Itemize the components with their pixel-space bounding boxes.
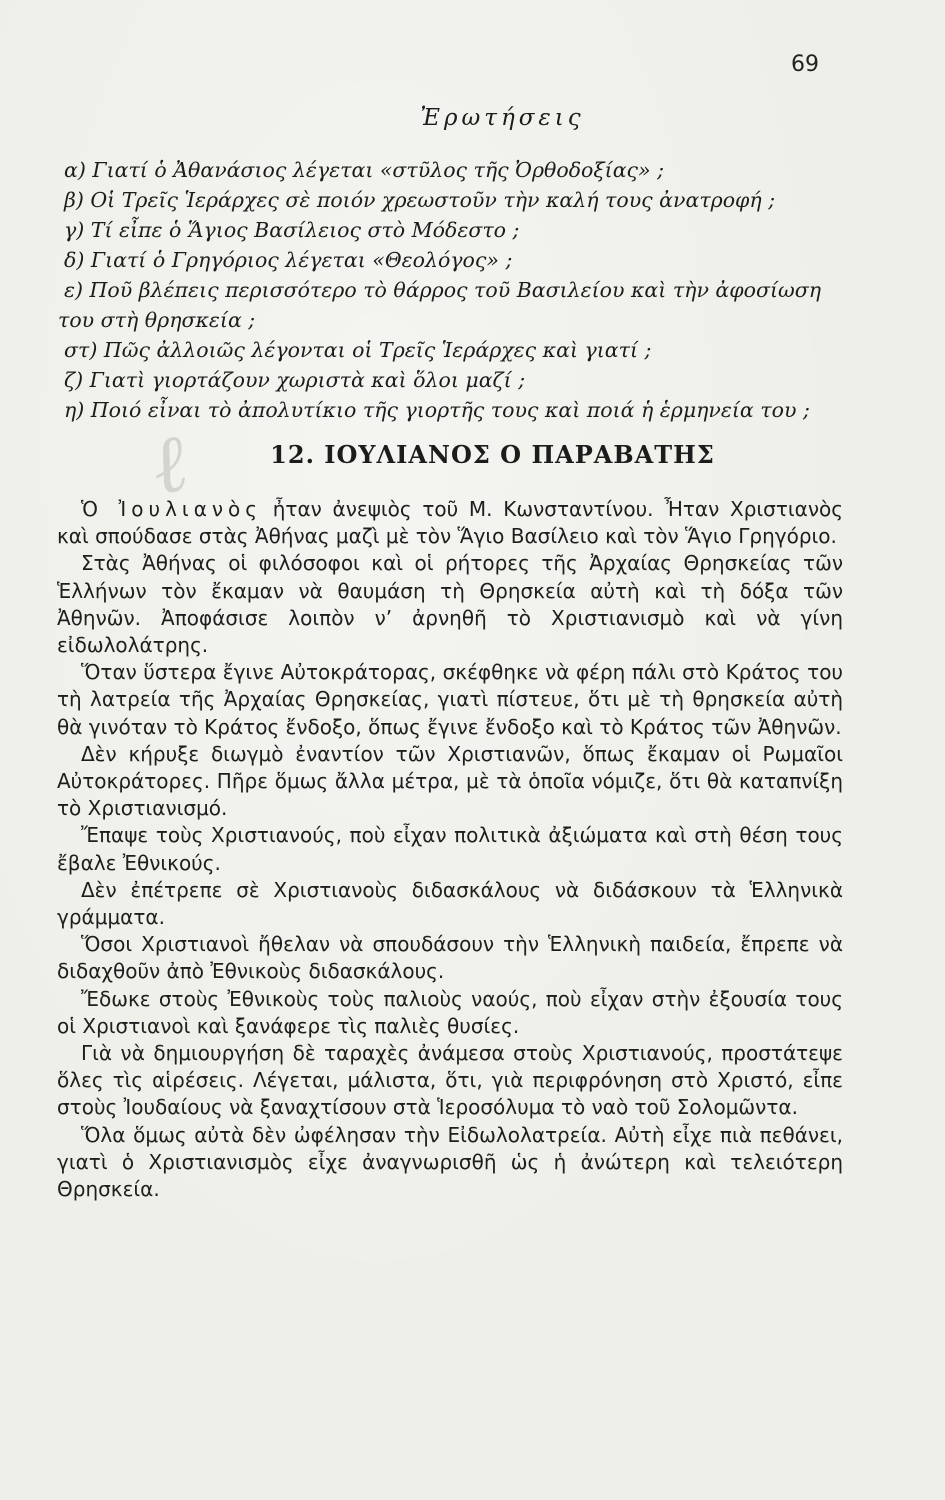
paragraph: Ἔπαψε τοὺς Χριστιανούς, ποὺ εἶχαν πολιτικὰ ἀξιώματα καὶ στὴ θέση τους ἔβαλε Ἐθνικούς.	[57, 823, 843, 875]
question-item: δ) Γιατί ὁ Γρηγόριος λέγεται «Θεολόγος» ;	[64, 248, 513, 272]
faded-stamp-mark: ℓ	[142, 415, 195, 514]
question-item: ε) Ποῦ βλέπεις περισσότερο τὸ θάρρος τοῦ Βασιλείου καὶ τὴν ἀφοσίωση του στὴ θρησκεία ;	[58, 278, 821, 332]
question-item: στ) Πῶς ἀλλοιῶς λέγονται οἱ Τρεῖς Ἱεράρχες καὶ γιατί ;	[64, 338, 652, 362]
questions-list	[58, 155, 848, 425]
question-item: η) Ποιό εἶναι τὸ ἀπολυτίκιο τῆς γιορτῆς τους καὶ ποιά ἡ ἑρμηνεία του ;	[64, 398, 810, 422]
chapter-title: 12. ΙΟΥΛΙΑΝΟΣ Ο ΠΑΡΑΒΑΤΗΣ	[270, 440, 715, 469]
paragraph: Ὅλα ὅμως αὐτὰ δὲν ὠφέλησαν τὴν Εἰδωλολατρεία. Αὐτὴ εἶχε πιὰ πεθάνει, γιατὶ ὁ Χριστιανισμὸς εἶχε ἀναγνωρισθῆ ὡς ἡ ἀνώτερη καὶ τελειότερη Θρησκεία.	[57, 1122, 843, 1202]
paragraph: Γιὰ νὰ δημιουργήση δὲ ταραχὲς ἀνάμεσα στοὺς Χριστιανούς, προστάτεψε ὅλες τὶς αἱρέσεις. Λέγεται, μάλιστα, ὅτι, γιὰ περιφρόνηση στὸ Χριστό, εἶπε στοὺς Ἰουδαίους νὰ ξαναχτίσουν στὰ Ἱεροσόλυμα τὸ ναὸ τοῦ Σολομῶντα.	[57, 1041, 843, 1120]
person-name: Ὁ Ἰουλιανὸς	[81, 497, 263, 521]
paragraph: Ὅσοι Χριστιανοὶ ἤθελαν νὰ σπουδάσουν τὴν Ἑλληνικὴ παιδεία, ἔπρεπε νὰ διδαχθοῦν ἀπὸ Ἐθνικοὺς διδασκάλους.	[57, 932, 843, 984]
question-item: α) Γιατί ὁ Ἀθανάσιος λέγεται «στῦλος τῆς Ὀρθοδοξίας» ;	[64, 158, 665, 182]
paragraph: Ἔδωκε στοὺς Ἐθνικοὺς τοὺς παλιοὺς ναούς, ποὺ εἶχαν στὴν ἐξουσία τους οἱ Χριστιανοὶ καὶ ξανάφερε τὶς παλιὲς θυσίες.	[57, 986, 843, 1038]
chapter-body	[57, 496, 843, 1203]
page-number: 69	[791, 52, 819, 77]
paragraph: Δὲν ἐπέτρεπε σὲ Χριστιανοὺς διδασκάλους νὰ διδάσκουν τὰ Ἑλληνικὰ γράμματα.	[57, 877, 843, 930]
paragraph	[57, 496, 843, 550]
paragraph-text: ἦταν ἀνεψιὸς τοῦ Μ. Κωνσταντίνου. Ἦταν Χριστιανὸς καὶ σπούδασε στὰς Ἀθήνας μαζὶ μὲ τὸν Ἅγιο Βασίλειο καὶ τὸν Ἅγιο Γρηγόριο.	[57, 497, 843, 549]
paragraph: Στὰς Ἀθήνας οἱ φιλόσοφοι καὶ οἱ ρήτορες τῆς Ἀρχαίας Θρησκείας τῶν Ἑλλήνων τὸν ἔκαμαν νὰ θαυμάση τὴ Θρησκεία αὐτὴ καὶ τὴ δόξα τῶν Ἀθηνῶν. Ἀποφάσισε λοιπὸν ν’ ἀρνηθῆ τὸ Χριστιανισμὸ καὶ νὰ γίνη εἰδωλολάτρης.	[57, 551, 843, 658]
question-item: β) Οἱ Τρεῖς Ἱεράρχες σὲ ποιόν χρεωστοῦν τὴν καλή τους ἀνατροφή ;	[64, 188, 776, 212]
question-item: ζ) Γιατὶ γιορτάζουν χωριστὰ καὶ ὅλοι μαζί ;	[64, 368, 526, 392]
paragraph: Ὅταν ὕστερα ἔγινε Αὐτοκράτορας, σκέφθηκε νὰ φέρη πάλι στὸ Κράτος του τὴ λατρεία τῆς Ἀρχαίας Θρησκείας, γιατὶ πίστευε, ὅτι μὲ τὴ θρησκεία αὐτὴ θὰ γινόταν τὸ Κράτος ἔνδοξο, ὅπως ἔγινε ἔνδοξο καὶ τὸ Κράτος τῶν Ἀθηνῶν.	[57, 660, 843, 739]
paragraph: Δὲν κήρυξε διωγμὸ ἐναντίον τῶν Χριστιανῶν, ὅπως ἔκαμαν οἱ Ρωμαῖοι Αὐτοκράτορες. Πῆρε ὅμως ἄλλα μέτρα, μὲ τὰ ὁποῖα νόμιζε, ὅτι θὰ καταπνίξη τὸ Χριστιανισμό.	[57, 741, 843, 821]
questions-heading: Ἐρωτήσεις	[420, 105, 585, 131]
question-item: γ) Τί εἶπε ὁ Ἅγιος Βασίλειος στὸ Μόδεστο ;	[64, 218, 520, 242]
